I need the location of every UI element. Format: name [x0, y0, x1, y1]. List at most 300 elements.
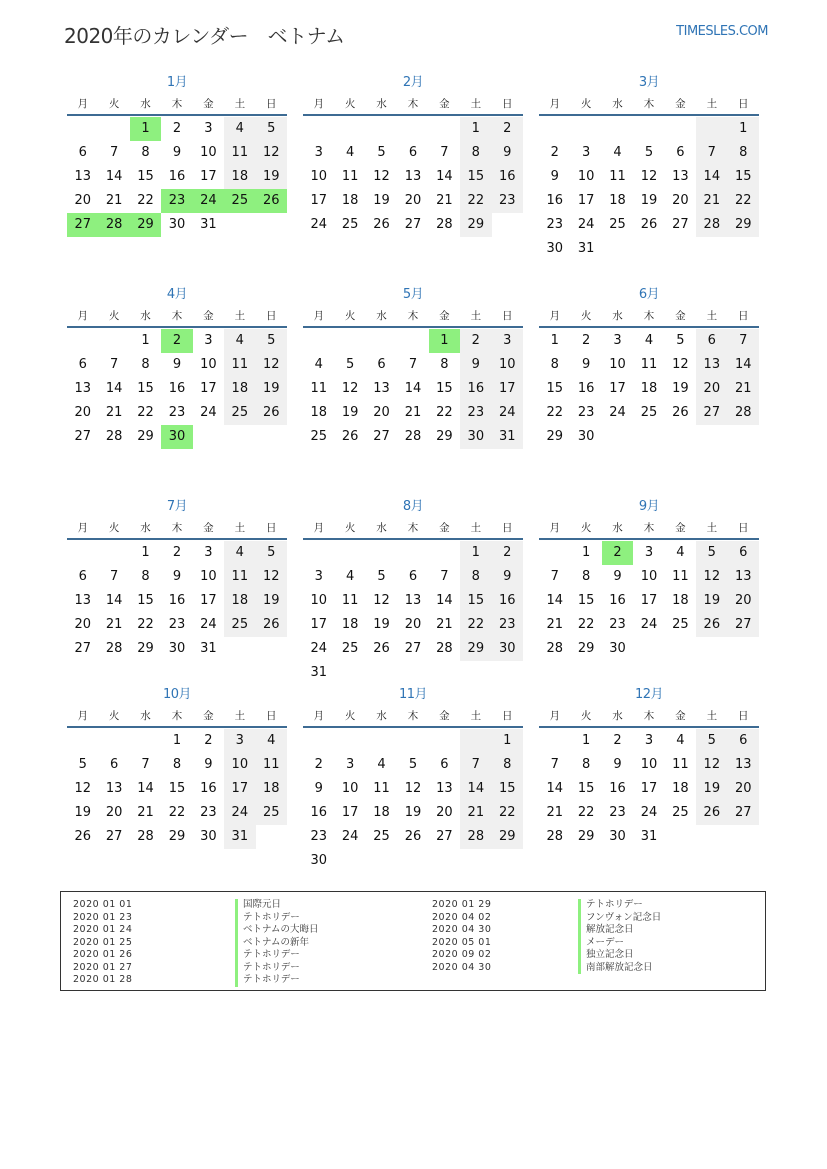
day-cell[interactable]: 22 [577, 617, 595, 632]
day-cell[interactable]: 14 [728, 353, 759, 377]
day-cell[interactable]: 29 [137, 641, 154, 656]
day-cell[interactable]: 2 [581, 333, 591, 348]
day-cell[interactable]: 14 [546, 781, 563, 796]
day-cell[interactable]: 7 [109, 145, 119, 160]
day-cell[interactable]: 28 [728, 401, 759, 425]
day-cell[interactable]: 4 [224, 117, 255, 141]
day-cell[interactable]: 25 [640, 405, 658, 420]
holiday-day[interactable]: 1 [429, 329, 460, 353]
day-cell[interactable]: 28 [436, 217, 453, 232]
day-cell[interactable]: 31 [200, 641, 217, 656]
day-cell[interactable]: 18 [672, 593, 689, 608]
day-cell[interactable]: 7 [408, 357, 418, 372]
day-cell[interactable]: 26 [640, 217, 658, 232]
day-cell[interactable]: 25 [341, 641, 359, 656]
day-cell[interactable]: 5 [377, 145, 386, 160]
day-cell[interactable]: 29 [460, 213, 491, 237]
day-cell[interactable]: 2 [492, 117, 523, 141]
day-cell[interactable]: 12 [256, 353, 287, 377]
day-cell[interactable]: 12 [74, 781, 91, 796]
day-cell[interactable]: 7 [440, 569, 449, 584]
day-cell[interactable]: 1 [550, 333, 559, 348]
day-cell[interactable]: 29 [137, 429, 154, 444]
day-cell[interactable]: 27 [74, 429, 91, 444]
holiday-day[interactable]: 24 [193, 189, 224, 213]
day-cell[interactable]: 5 [408, 757, 418, 772]
day-cell[interactable]: 26 [404, 829, 422, 844]
day-cell[interactable]: 18 [640, 381, 658, 396]
day-cell[interactable]: 23 [168, 617, 186, 632]
day-cell[interactable]: 29 [168, 829, 186, 844]
day-cell[interactable]: 25 [672, 805, 689, 820]
day-cell[interactable]: 22 [460, 189, 491, 213]
day-cell[interactable]: 18 [672, 781, 689, 796]
day-cell[interactable]: 30 [577, 429, 595, 444]
day-cell[interactable]: 14 [105, 381, 123, 396]
day-cell[interactable]: 9 [172, 357, 182, 372]
day-cell[interactable]: 16 [200, 781, 217, 796]
holiday-day[interactable]: 28 [98, 213, 129, 237]
day-cell[interactable]: 31 [492, 425, 523, 449]
day-cell[interactable]: 21 [137, 805, 154, 820]
day-cell[interactable]: 20 [404, 193, 422, 208]
day-cell[interactable]: 8 [492, 753, 523, 777]
day-cell[interactable]: 31 [200, 217, 217, 232]
day-cell[interactable]: 3 [204, 333, 213, 348]
day-cell[interactable]: 24 [640, 617, 658, 632]
holiday-day[interactable]: 2 [161, 329, 192, 353]
day-cell[interactable]: 6 [676, 145, 685, 160]
day-cell[interactable]: 15 [492, 777, 523, 801]
day-cell[interactable]: 15 [137, 593, 154, 608]
day-cell[interactable]: 17 [577, 193, 595, 208]
day-cell[interactable]: 21 [546, 617, 563, 632]
day-cell[interactable]: 9 [172, 145, 182, 160]
day-cell[interactable]: 26 [696, 613, 727, 637]
day-cell[interactable]: 1 [460, 541, 491, 565]
day-cell[interactable]: 23 [200, 805, 217, 820]
day-cell[interactable]: 3 [314, 145, 323, 160]
day-cell[interactable]: 27 [728, 801, 759, 825]
day-cell[interactable]: 20 [373, 405, 390, 420]
day-cell[interactable]: 16 [168, 593, 186, 608]
day-cell[interactable]: 13 [436, 781, 453, 796]
day-cell[interactable]: 12 [696, 565, 727, 589]
day-cell[interactable]: 12 [341, 381, 359, 396]
day-cell[interactable]: 29 [436, 429, 453, 444]
day-cell[interactable]: 11 [224, 141, 255, 165]
day-cell[interactable]: 26 [696, 801, 727, 825]
day-cell[interactable]: 4 [345, 569, 355, 584]
day-cell[interactable]: 26 [256, 613, 287, 637]
day-cell[interactable]: 2 [550, 145, 559, 160]
day-cell[interactable]: 22 [546, 405, 563, 420]
day-cell[interactable]: 9 [460, 353, 491, 377]
day-cell[interactable]: 7 [109, 569, 119, 584]
holiday-day[interactable]: 2 [602, 541, 633, 565]
day-cell[interactable]: 14 [696, 165, 727, 189]
day-cell[interactable]: 26 [341, 429, 359, 444]
day-cell[interactable]: 17 [200, 381, 217, 396]
day-cell[interactable]: 22 [728, 189, 759, 213]
day-cell[interactable]: 26 [373, 217, 390, 232]
day-cell[interactable]: 30 [168, 641, 186, 656]
day-cell[interactable]: 6 [109, 757, 119, 772]
day-cell[interactable]: 24 [224, 801, 255, 825]
day-cell[interactable]: 30 [609, 829, 626, 844]
day-cell[interactable]: 29 [728, 213, 759, 237]
day-cell[interactable]: 11 [341, 169, 359, 184]
day-cell[interactable]: 21 [436, 193, 453, 208]
day-cell[interactable]: 12 [256, 141, 287, 165]
day-cell[interactable]: 7 [109, 357, 119, 372]
day-cell[interactable]: 21 [404, 405, 422, 420]
day-cell[interactable]: 20 [105, 805, 123, 820]
day-cell[interactable]: 17 [640, 781, 658, 796]
day-cell[interactable]: 20 [74, 617, 91, 632]
day-cell[interactable]: 6 [408, 569, 418, 584]
day-cell[interactable]: 12 [373, 593, 390, 608]
day-cell[interactable]: 24 [492, 401, 523, 425]
day-cell[interactable]: 1 [581, 545, 591, 560]
day-cell[interactable]: 2 [172, 121, 182, 136]
day-cell[interactable]: 15 [546, 381, 563, 396]
day-cell[interactable]: 10 [341, 781, 359, 796]
day-cell[interactable]: 7 [728, 329, 759, 353]
day-cell[interactable]: 27 [404, 217, 422, 232]
day-cell[interactable]: 6 [78, 569, 87, 584]
day-cell[interactable]: 17 [200, 593, 217, 608]
day-cell[interactable]: 9 [492, 141, 523, 165]
day-cell[interactable]: 31 [577, 241, 595, 256]
day-cell[interactable]: 17 [609, 381, 626, 396]
day-cell[interactable]: 14 [105, 169, 123, 184]
day-cell[interactable]: 18 [373, 805, 390, 820]
day-cell[interactable]: 7 [440, 145, 449, 160]
day-cell[interactable]: 15 [137, 169, 154, 184]
day-cell[interactable]: 23 [310, 829, 327, 844]
day-cell[interactable]: 8 [581, 569, 591, 584]
day-cell[interactable]: 9 [613, 569, 622, 584]
day-cell[interactable]: 16 [577, 381, 595, 396]
day-cell[interactable]: 12 [696, 753, 727, 777]
day-cell[interactable]: 13 [696, 353, 727, 377]
day-cell[interactable]: 24 [200, 405, 217, 420]
day-cell[interactable]: 23 [546, 217, 563, 232]
day-cell[interactable]: 4 [644, 333, 654, 348]
day-cell[interactable]: 10 [310, 169, 327, 184]
day-cell[interactable]: 22 [137, 405, 154, 420]
day-cell[interactable]: 8 [581, 757, 591, 772]
day-cell[interactable]: 1 [141, 545, 150, 560]
day-cell[interactable]: 1 [492, 729, 523, 753]
day-cell[interactable]: 1 [460, 117, 491, 141]
day-cell[interactable]: 3 [204, 121, 213, 136]
day-cell[interactable]: 30 [200, 829, 217, 844]
day-cell[interactable]: 10 [640, 569, 658, 584]
day-cell[interactable]: 18 [341, 617, 359, 632]
day-cell[interactable]: 7 [550, 569, 559, 584]
day-cell[interactable]: 8 [141, 357, 150, 372]
day-cell[interactable]: 9 [172, 569, 182, 584]
day-cell[interactable]: 21 [105, 193, 123, 208]
day-cell[interactable]: 12 [404, 781, 422, 796]
day-cell[interactable]: 10 [200, 569, 217, 584]
day-cell[interactable]: 27 [373, 429, 390, 444]
day-cell[interactable]: 22 [168, 805, 186, 820]
day-cell[interactable]: 30 [168, 217, 186, 232]
day-cell[interactable]: 27 [672, 217, 689, 232]
day-cell[interactable]: 13 [74, 169, 91, 184]
day-cell[interactable]: 19 [341, 405, 359, 420]
day-cell[interactable]: 9 [581, 357, 591, 372]
day-cell[interactable]: 19 [256, 165, 287, 189]
day-cell[interactable]: 25 [373, 829, 390, 844]
holiday-day[interactable]: 23 [161, 189, 192, 213]
day-cell[interactable]: 22 [577, 805, 595, 820]
day-cell[interactable]: 13 [404, 169, 422, 184]
day-cell[interactable]: 30 [310, 853, 327, 868]
day-cell[interactable]: 22 [436, 405, 453, 420]
day-cell[interactable]: 5 [256, 541, 287, 565]
day-cell[interactable]: 5 [78, 757, 87, 772]
day-cell[interactable]: 6 [377, 357, 386, 372]
day-cell[interactable]: 9 [314, 781, 323, 796]
day-cell[interactable]: 27 [728, 613, 759, 637]
day-cell[interactable]: 25 [224, 613, 255, 637]
day-cell[interactable]: 13 [105, 781, 123, 796]
day-cell[interactable]: 3 [314, 569, 323, 584]
day-cell[interactable]: 25 [310, 429, 327, 444]
day-cell[interactable]: 22 [460, 613, 491, 637]
day-cell[interactable]: 19 [74, 805, 91, 820]
day-cell[interactable]: 18 [256, 777, 287, 801]
day-cell[interactable]: 18 [224, 589, 255, 613]
day-cell[interactable]: 19 [696, 777, 727, 801]
day-cell[interactable]: 10 [492, 353, 523, 377]
day-cell[interactable]: 23 [492, 189, 523, 213]
day-cell[interactable]: 28 [696, 213, 727, 237]
day-cell[interactable]: 16 [168, 169, 186, 184]
day-cell[interactable]: 13 [728, 565, 759, 589]
day-cell[interactable]: 24 [310, 217, 327, 232]
day-cell[interactable]: 6 [440, 757, 449, 772]
day-cell[interactable]: 15 [137, 381, 154, 396]
day-cell[interactable]: 22 [492, 801, 523, 825]
day-cell[interactable]: 8 [460, 141, 491, 165]
day-cell[interactable]: 3 [644, 545, 654, 560]
day-cell[interactable]: 13 [404, 593, 422, 608]
day-cell[interactable]: 6 [78, 145, 87, 160]
day-cell[interactable]: 19 [404, 805, 422, 820]
day-cell[interactable]: 24 [609, 405, 626, 420]
day-cell[interactable]: 10 [577, 169, 595, 184]
day-cell[interactable]: 27 [404, 641, 422, 656]
day-cell[interactable]: 3 [613, 333, 622, 348]
day-cell[interactable]: 5 [676, 333, 685, 348]
day-cell[interactable]: 6 [408, 145, 418, 160]
day-cell[interactable]: 15 [577, 593, 595, 608]
day-cell[interactable]: 6 [728, 541, 759, 565]
day-cell[interactable]: 17 [640, 593, 658, 608]
day-cell[interactable]: 27 [436, 829, 453, 844]
day-cell[interactable]: 24 [640, 805, 658, 820]
day-cell[interactable]: 21 [105, 405, 123, 420]
day-cell[interactable]: 12 [672, 357, 689, 372]
day-cell[interactable]: 15 [460, 165, 491, 189]
day-cell[interactable]: 29 [460, 637, 491, 661]
day-cell[interactable]: 1 [728, 117, 759, 141]
day-cell[interactable]: 25 [341, 217, 359, 232]
day-cell[interactable]: 22 [137, 193, 154, 208]
holiday-day[interactable]: 27 [67, 213, 98, 237]
day-cell[interactable]: 26 [373, 641, 390, 656]
day-cell[interactable]: 28 [460, 825, 491, 849]
day-cell[interactable]: 16 [460, 377, 491, 401]
day-cell[interactable]: 4 [224, 541, 255, 565]
day-cell[interactable]: 4 [377, 757, 386, 772]
day-cell[interactable]: 23 [168, 405, 186, 420]
day-cell[interactable]: 16 [492, 589, 523, 613]
day-cell[interactable]: 4 [256, 729, 287, 753]
day-cell[interactable]: 2 [172, 545, 182, 560]
day-cell[interactable]: 20 [74, 193, 91, 208]
day-cell[interactable]: 11 [224, 353, 255, 377]
day-cell[interactable]: 20 [728, 589, 759, 613]
day-cell[interactable]: 1 [581, 733, 591, 748]
day-cell[interactable]: 24 [341, 829, 359, 844]
day-cell[interactable]: 5 [256, 329, 287, 353]
day-cell[interactable]: 4 [676, 733, 685, 748]
holiday-day[interactable]: 26 [256, 189, 287, 213]
day-cell[interactable]: 23 [492, 613, 523, 637]
day-cell[interactable]: 28 [546, 641, 563, 656]
day-cell[interactable]: 20 [404, 617, 422, 632]
day-cell[interactable]: 3 [581, 145, 591, 160]
day-cell[interactable]: 28 [105, 641, 123, 656]
day-cell[interactable]: 20 [436, 805, 453, 820]
holiday-day[interactable]: 29 [130, 213, 161, 237]
day-cell[interactable]: 27 [696, 401, 727, 425]
day-cell[interactable]: 6 [78, 357, 87, 372]
day-cell[interactable]: 31 [224, 825, 255, 849]
day-cell[interactable]: 20 [728, 777, 759, 801]
day-cell[interactable]: 25 [609, 217, 626, 232]
day-cell[interactable]: 26 [74, 829, 91, 844]
day-cell[interactable]: 8 [550, 357, 559, 372]
day-cell[interactable]: 29 [546, 429, 563, 444]
day-cell[interactable]: 21 [728, 377, 759, 401]
day-cell[interactable]: 14 [137, 781, 154, 796]
day-cell[interactable]: 29 [492, 825, 523, 849]
holiday-day[interactable]: 1 [130, 117, 161, 141]
day-cell[interactable]: 15 [168, 781, 186, 796]
day-cell[interactable]: 10 [224, 753, 255, 777]
day-cell[interactable]: 5 [345, 357, 355, 372]
day-cell[interactable]: 19 [373, 193, 390, 208]
day-cell[interactable]: 8 [172, 757, 182, 772]
day-cell[interactable]: 15 [577, 781, 595, 796]
day-cell[interactable]: 8 [728, 141, 759, 165]
day-cell[interactable]: 9 [204, 757, 213, 772]
day-cell[interactable]: 11 [373, 781, 390, 796]
day-cell[interactable]: 12 [640, 169, 658, 184]
day-cell[interactable]: 28 [404, 429, 422, 444]
day-cell[interactable]: 2 [314, 757, 323, 772]
day-cell[interactable]: 8 [141, 145, 150, 160]
day-cell[interactable]: 7 [696, 141, 727, 165]
day-cell[interactable]: 24 [310, 641, 327, 656]
day-cell[interactable]: 8 [141, 569, 150, 584]
holiday-day[interactable]: 30 [161, 425, 192, 449]
day-cell[interactable]: 23 [609, 617, 626, 632]
day-cell[interactable]: 10 [310, 593, 327, 608]
day-cell[interactable]: 31 [640, 829, 658, 844]
day-cell[interactable]: 28 [137, 829, 154, 844]
day-cell[interactable]: 23 [460, 401, 491, 425]
day-cell[interactable]: 9 [613, 757, 622, 772]
day-cell[interactable]: 20 [696, 377, 727, 401]
day-cell[interactable]: 29 [577, 641, 595, 656]
day-cell[interactable]: 17 [200, 169, 217, 184]
day-cell[interactable]: 12 [373, 169, 390, 184]
day-cell[interactable]: 15 [436, 381, 453, 396]
day-cell[interactable]: 4 [224, 329, 255, 353]
day-cell[interactable]: 13 [728, 753, 759, 777]
day-cell[interactable]: 21 [696, 189, 727, 213]
day-cell[interactable]: 22 [137, 617, 154, 632]
day-cell[interactable]: 28 [436, 641, 453, 656]
day-cell[interactable]: 16 [310, 805, 327, 820]
site-logo[interactable]: TIMESLES.COM [676, 24, 768, 39]
day-cell[interactable]: 1 [172, 733, 182, 748]
day-cell[interactable]: 13 [74, 381, 91, 396]
day-cell[interactable]: 10 [640, 757, 658, 772]
day-cell[interactable]: 9 [550, 169, 559, 184]
day-cell[interactable]: 5 [696, 729, 727, 753]
day-cell[interactable]: 23 [577, 405, 595, 420]
day-cell[interactable]: 20 [672, 193, 689, 208]
day-cell[interactable]: 21 [460, 801, 491, 825]
day-cell[interactable]: 28 [105, 429, 123, 444]
day-cell[interactable]: 6 [696, 329, 727, 353]
day-cell[interactable]: 16 [492, 165, 523, 189]
day-cell[interactable]: 30 [546, 241, 563, 256]
day-cell[interactable]: 13 [373, 381, 390, 396]
day-cell[interactable]: 18 [224, 165, 255, 189]
day-cell[interactable]: 16 [546, 193, 563, 208]
day-cell[interactable]: 2 [492, 541, 523, 565]
day-cell[interactable]: 11 [310, 381, 327, 396]
day-cell[interactable]: 14 [546, 593, 563, 608]
day-cell[interactable]: 3 [224, 729, 255, 753]
day-cell[interactable]: 14 [105, 593, 123, 608]
day-cell[interactable]: 3 [644, 733, 654, 748]
day-cell[interactable]: 24 [577, 217, 595, 232]
day-cell[interactable]: 14 [436, 169, 453, 184]
day-cell[interactable]: 25 [224, 401, 255, 425]
day-cell[interactable]: 26 [256, 401, 287, 425]
day-cell[interactable]: 11 [672, 569, 689, 584]
day-cell[interactable]: 17 [492, 377, 523, 401]
day-cell[interactable]: 11 [256, 753, 287, 777]
day-cell[interactable]: 7 [550, 757, 559, 772]
day-cell[interactable]: 17 [310, 617, 327, 632]
day-cell[interactable]: 11 [640, 357, 658, 372]
day-cell[interactable]: 15 [460, 589, 491, 613]
day-cell[interactable]: 16 [168, 381, 186, 396]
day-cell[interactable]: 15 [728, 165, 759, 189]
